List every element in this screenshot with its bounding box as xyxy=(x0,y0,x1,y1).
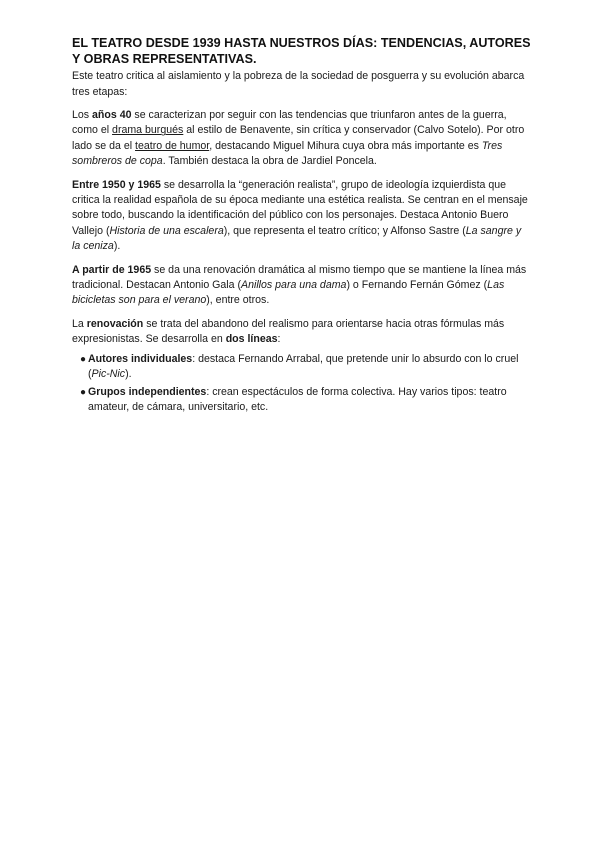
bold-text: Entre 1950 y 1965 xyxy=(72,178,161,191)
text: se caracterizan por seguir con las tendencias que triunfaron antes de la guerra, como el xyxy=(72,109,507,137)
paragraph-renovacion xyxy=(72,317,532,348)
underlined-text: drama burgués xyxy=(112,124,184,137)
italic-title: Tres sombreros de copa xyxy=(72,139,503,168)
text: al estilo de Benavente, sin crítica y conservador (Calvo Sotelo). Por otro lado se da el xyxy=(72,124,525,152)
text: : crean espectáculos de forma colectiva. Hay varios tipos: teatro amateur, de cámara, universitario, etc. xyxy=(88,385,507,413)
italic-title: Anillos para una dama xyxy=(241,279,347,292)
bullet-icon: ● xyxy=(80,386,87,398)
text: : destaca Fernando Arrabal, que pretende unir lo absurdo con lo cruel ( xyxy=(88,352,519,381)
text: . También destaca la obra de Jardiel Poncela. xyxy=(162,155,377,168)
bold-text: dos líneas xyxy=(225,333,278,346)
italic-title: Historia de una escalera xyxy=(109,224,224,237)
text: ). xyxy=(125,368,132,381)
text: ). xyxy=(113,240,121,253)
text: se desarrolla la “generación realista”, grupo de ideología izquierdista que critica la realidad española de su época mediante una estética realista. Se centran en el mensaje sobre todo, buscando la identificación del público con los personajes. Destaca Antonio Buero Vallejo ( xyxy=(72,178,528,237)
document-body xyxy=(72,36,532,417)
text: ), que representa el teatro crítico; y Alfonso Sastre ( xyxy=(223,224,466,237)
bold-text: A partir de 1965 xyxy=(72,263,152,276)
italic-title: La sangre y la ceniza xyxy=(72,224,522,253)
underlined-text: teatro de humor xyxy=(135,139,210,152)
page-title: EL TEATRO DESDE 1939 HASTA NUESTROS DÍAS: TENDENCIAS, AUTORES Y OBRAS REPRESENTATIVAS. xyxy=(72,36,531,66)
paragraph-1950-1965 xyxy=(72,178,532,255)
bold-text: Grupos independientes xyxy=(88,385,207,398)
text: se da una renovación dramática al mismo tiempo que se mantiene la línea más tradicional. Destacan Antonio Gala ( xyxy=(72,263,527,292)
text: se trata del abandono del realismo para orientarse hacia otras fórmulas más expresionistas. Se desarrolla en xyxy=(72,317,505,346)
text: ) o Fernando Fernán Gómez ( xyxy=(346,279,488,292)
list-item xyxy=(80,352,532,383)
bullet-list xyxy=(72,352,532,416)
intro-paragraph: Este teatro critica al aislamiento y la pobreza de la sociedad de posguerra y su evolución abarca tres etapas: xyxy=(72,70,525,98)
italic-title: Las bicicletas son para el verano xyxy=(72,279,505,307)
text: , destacando Miguel Mihura cuya obra más importante es xyxy=(209,139,482,152)
text: Los xyxy=(72,109,93,121)
paragraph-anos-40 xyxy=(72,108,532,170)
text: La xyxy=(72,317,87,330)
bullet-icon: ● xyxy=(80,353,87,365)
paragraph-1965 xyxy=(72,263,532,309)
text: ), entre otros. xyxy=(206,294,270,307)
italic-title: Pic-Nic xyxy=(91,368,126,381)
bold-text: Autores individuales xyxy=(88,352,193,365)
text: : xyxy=(277,333,281,346)
bold-text: renovación xyxy=(86,317,144,330)
list-item xyxy=(80,385,532,416)
bold-text: años 40 xyxy=(92,109,132,121)
